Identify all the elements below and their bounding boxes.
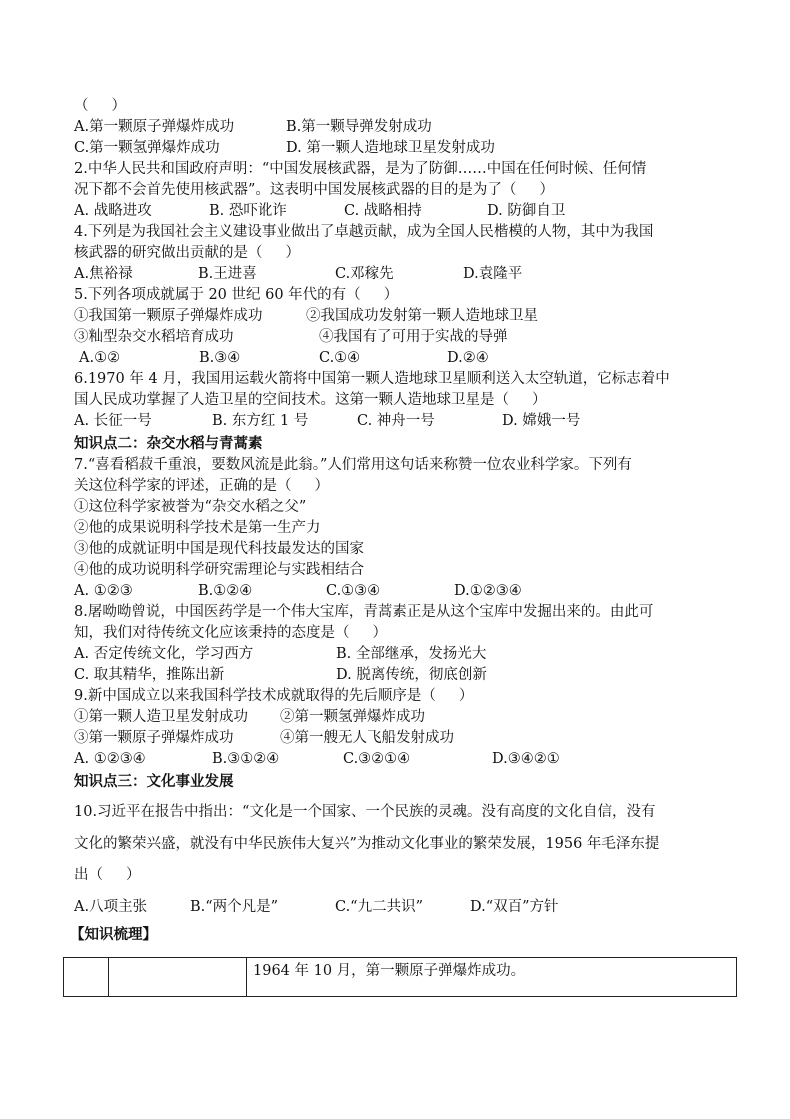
q6-option-b: B. 东方红 1 号	[212, 413, 309, 429]
q9-option-a: A. ①②③④	[74, 751, 146, 767]
q9-options	[74, 749, 734, 770]
summary-heading: 【知识梳理】	[70, 926, 157, 943]
q1-options-row1	[74, 117, 734, 138]
q5-item-2: ②我国成功发射第一颗人造地球卫星	[306, 308, 538, 324]
q7-option-a: A. ①②③	[74, 583, 133, 599]
q9-item-3: ③第一颗原子弹爆炸成功	[74, 730, 234, 746]
q4-option-b: B.王进喜	[198, 266, 257, 282]
q1-option-a: A.第一颗原子弹爆炸成功	[74, 119, 235, 135]
worksheet	[70, 96, 734, 946]
summary-table	[63, 957, 737, 997]
q6-option-c: C. 神舟一号	[357, 413, 435, 429]
q7-option-b: B.①②④	[198, 583, 253, 599]
q10-stem-line2: 文化的繁荣兴盛，就没有中华民族伟大复兴”为推动文化事业的繁荣发展，1956 年毛泽东提	[74, 835, 660, 852]
summary-cell-3: 1964 年 10 月，第一颗原子弹爆炸成功。	[247, 958, 737, 997]
q2-stem-line1: 2.中华人民共和国政府声明：“中国发展核武器，是为了防御……中国在任何时候、任何情	[74, 161, 647, 177]
q9-option-d: D.③④②①	[492, 751, 560, 767]
q10-options	[74, 892, 734, 924]
q8-options-row2	[74, 665, 734, 686]
q6-stem-line2: 国人民成功掌握了人造卫星的空间技术。这第一颗人造地球卫星是（ ）	[74, 392, 547, 408]
q5-items-row1	[74, 306, 734, 327]
q4-option-a: A.焦裕禄	[74, 266, 133, 282]
q10-option-b: B.“两个凡是”	[190, 898, 279, 915]
q4-stem-line1: 4.下列是为我国社会主义建设事业做出了卓越贡献，成为全国人民楷模的人物，其中为我国	[74, 224, 654, 240]
q4-options	[74, 264, 734, 285]
q5-options	[74, 348, 734, 369]
q2-option-b: B. 恐吓讹诈	[209, 203, 287, 219]
q10-option-c: C.“九二共识”	[335, 898, 424, 915]
q9-item-4: ④第一艘无人飞船发射成功	[280, 730, 454, 746]
q5-item-1: ①我国第一颗原子弹爆炸成功	[74, 308, 263, 324]
q10-option-a: A.八项主张	[74, 898, 148, 915]
q9-items-row2	[74, 728, 734, 749]
q5-option-c: C.①④	[319, 350, 361, 366]
q1-option-b: B.第一颗导弹发射成功	[286, 119, 432, 135]
q4-option-d: D.袁隆平	[463, 266, 523, 282]
summary-cell-2	[109, 958, 247, 997]
q10-option-d: D.“双百”方针	[470, 898, 559, 915]
q4-option-c: C.邓稼先	[335, 266, 394, 282]
q2-options	[74, 201, 734, 222]
summary-cell-1	[64, 958, 109, 997]
q10-stem-line3: 出（ ）	[74, 867, 141, 883]
table-row	[64, 958, 737, 997]
section-heading-3: 知识点三：文化事业发展	[74, 773, 234, 790]
q8-stem-line1: 8.屠呦呦曾说，中国医药学是一个伟大宝库，青蒿素正是从这个宝库中发掘出来的。由此可	[74, 604, 654, 620]
q6-option-d: D. 嫦娥一号	[502, 413, 581, 429]
q5-stem: 5.下列各项成就属于 20 世纪 60 年代的有（ ）	[74, 287, 399, 303]
q1-option-d: D. 第一颗人造地球卫星发射成功	[286, 140, 495, 156]
q1-option-c: C.第一颗氢弹爆炸成功	[74, 140, 220, 156]
q9-items-row1	[74, 707, 734, 728]
q8-option-c: C. 取其精华，推陈出新	[74, 667, 225, 683]
q7-option-d: D.①②③④	[454, 583, 522, 599]
q5-option-d: D.②④	[447, 350, 489, 366]
q5-option-b: B.③④	[199, 350, 241, 366]
q9-option-b: B.③①②④	[212, 751, 280, 767]
q10-stem-line1: 10.习近平在报告中指出：“文化是一个国家、一个民族的灵魂。没有高度的文化自信，没有	[74, 804, 656, 820]
q9-stem: 9.新中国成立以来我国科学技术成就取得的先后顺序是（ ）	[74, 688, 474, 704]
q7-stem-line2: 关这位科学家的评述，正确的是（ ）	[74, 478, 330, 494]
q9-item-1: ①第一颗人造卫星发射成功	[74, 709, 248, 725]
q7-item-2: ②他的成果说明科学技术是第一生产力	[74, 520, 321, 536]
q8-option-b: B. 全部继承，发扬光大	[336, 646, 487, 662]
q9-item-2: ②第一颗氢弹爆炸成功	[280, 709, 425, 725]
q8-option-a: A. 否定传统文化，学习西方	[74, 646, 254, 662]
q6-stem-line1: 6.1970 年 4 月，我国用运载火箭将中国第一颗人造地球卫星顺利送入太空轨道，它标志着中	[74, 371, 670, 387]
q7-item-1: ①这位科学家被誉为“杂交水稻之父”	[74, 499, 307, 515]
q7-stem-line1: 7.“喜看稻菽千重浪，要数风流是此翁。”人们常用这句话来称赞一位农业科学家。下列有	[74, 457, 632, 473]
q1-blank: （ ）	[74, 98, 127, 114]
q2-stem-line2: 况下都不会首先使用核武器”。这表明中国发展核武器的目的是为了（ ）	[74, 182, 554, 198]
q6-option-a: A. 长征一号	[74, 413, 152, 429]
q9-option-c: C.③②①④	[343, 751, 411, 767]
q7-item-3: ③他的成就证明中国是现代科技最发达的国家	[74, 541, 364, 557]
q8-options-row1	[74, 644, 734, 665]
section-heading-2: 知识点二：杂交水稻与青蒿素	[74, 435, 263, 452]
q5-option-a: A.①②	[79, 350, 121, 366]
q7-item-4: ④他的成功说明科学研究需理论与实践相结合	[74, 562, 364, 578]
q7-options	[74, 581, 734, 602]
q8-option-d: D. 脱离传统，彻底创新	[336, 667, 487, 683]
q2-option-c: C. 战略相持	[344, 203, 422, 219]
q8-stem-line2: 知，我们对待传统文化应该秉持的态度是（ ）	[74, 625, 388, 641]
q1-options-row2	[74, 138, 734, 159]
q5-item-4: ④我国有了可用于实战的导弹	[319, 329, 508, 345]
q2-option-a: A. 战略进攻	[74, 203, 152, 219]
q5-items-row2	[74, 327, 734, 348]
q4-stem-line2: 核武器的研究做出贡献的是（ ）	[74, 245, 301, 261]
q5-item-3: ③籼型杂交水稻培育成功	[74, 329, 234, 345]
q2-option-d: D. 防御自卫	[487, 203, 566, 219]
q6-options	[74, 411, 734, 432]
q7-option-c: C.①③④	[326, 583, 381, 599]
